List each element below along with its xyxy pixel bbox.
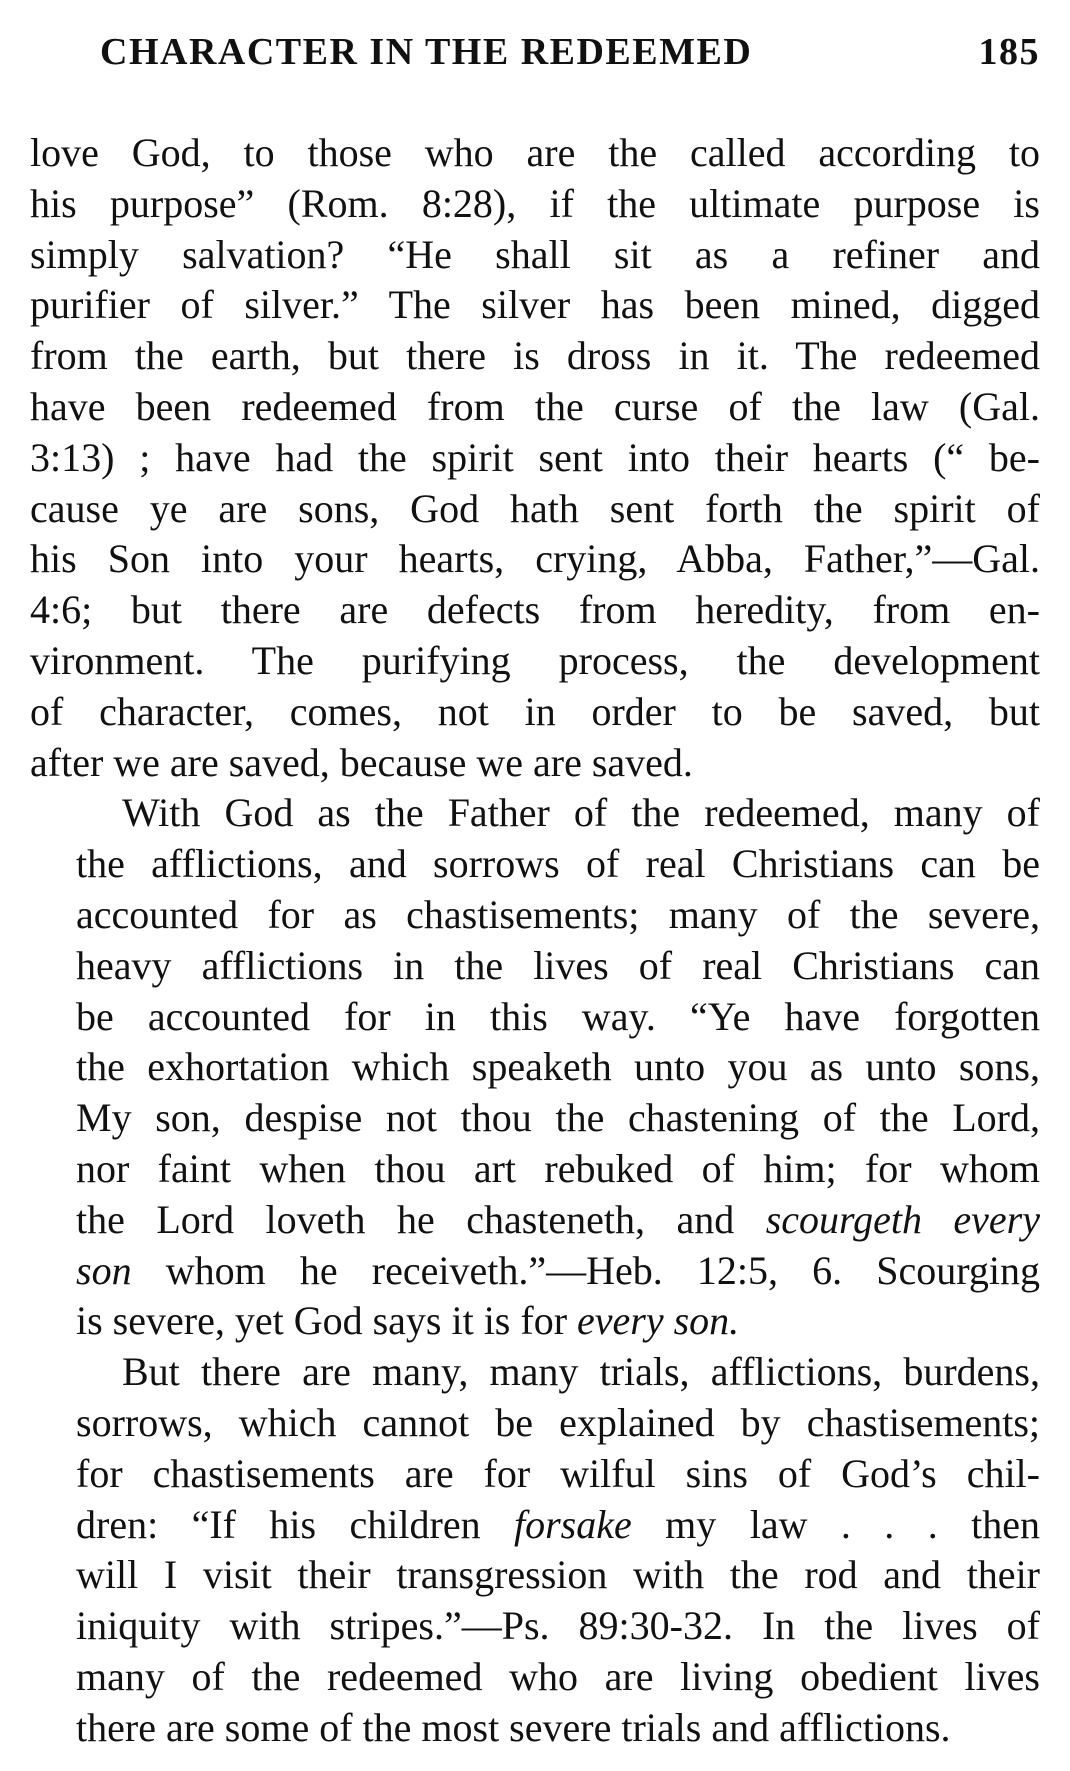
text-run: the Lord loveth he chasteneth, and bbox=[76, 1196, 766, 1242]
text-line bbox=[30, 1601, 1040, 1652]
text-line bbox=[30, 280, 1040, 331]
text-run: the afflictions, and sorrows of real Christians can be bbox=[76, 841, 1040, 887]
body-text bbox=[30, 128, 1040, 1754]
text-line bbox=[30, 1195, 1040, 1246]
paragraph bbox=[30, 1347, 1040, 1753]
running-head bbox=[30, 22, 1040, 80]
text-run: But there are many, many trials, afflictions, burdens, bbox=[122, 1349, 1040, 1395]
text-line bbox=[30, 1144, 1040, 1195]
running-head-title: CHARACTER IN THE REDEEMED bbox=[100, 31, 753, 73]
text-line bbox=[30, 1703, 1040, 1754]
text-line bbox=[30, 484, 1040, 535]
text-run: sorrows, which cannot be explained by chastisements; bbox=[76, 1399, 1040, 1445]
text-line bbox=[30, 534, 1040, 585]
text-line bbox=[30, 839, 1040, 890]
page-number: 185 bbox=[978, 31, 1040, 73]
text-run: vironment. The purifying process, the development bbox=[30, 637, 1040, 683]
italic-text: son bbox=[76, 1247, 132, 1293]
text-line bbox=[30, 992, 1040, 1043]
italic-text: scourgeth every bbox=[765, 1196, 1040, 1242]
text-run: dren: “If his children bbox=[76, 1501, 514, 1547]
text-line bbox=[30, 788, 1040, 839]
text-line bbox=[30, 1296, 1040, 1347]
text-run: With God as the Father of the redeemed, many of bbox=[122, 790, 1040, 836]
text-line bbox=[30, 1550, 1040, 1601]
text-line bbox=[30, 1042, 1040, 1093]
text-run: cause ye are sons, God hath sent forth the spirit of bbox=[30, 485, 1040, 531]
italic-text: every son. bbox=[577, 1298, 740, 1344]
text-run: 3:13) ; have had the spirit sent into their hearts (“ be- bbox=[30, 434, 1040, 480]
text-line bbox=[30, 1449, 1040, 1500]
text-run: many of the redeemed who are living obedient lives bbox=[76, 1653, 1040, 1699]
text-run: the exhortation which speaketh unto you as unto sons, bbox=[76, 1044, 1040, 1090]
text-run: nor faint when thou art rebuked of him; for whom bbox=[76, 1145, 1040, 1191]
text-line bbox=[30, 331, 1040, 382]
text-run: be accounted for in this way. “Ye have forgotten bbox=[76, 993, 1040, 1039]
text-run: love God, to those who are the called according to bbox=[30, 130, 1040, 175]
text-run: purifier of silver.” The silver has been mined, digged bbox=[30, 282, 1040, 328]
text-run: is severe, yet God says it is for bbox=[76, 1298, 578, 1344]
text-line bbox=[30, 1398, 1040, 1449]
text-line bbox=[30, 1246, 1040, 1297]
book-page bbox=[30, 22, 1040, 1754]
text-run: for chastisements are for wilful sins of God’s chil- bbox=[76, 1450, 1040, 1496]
text-run: of character, comes, not in order to be saved, but bbox=[30, 688, 1040, 734]
text-line bbox=[30, 687, 1040, 738]
text-line bbox=[30, 1652, 1040, 1703]
text-run: his Son into your hearts, crying, Abba, Father,”—Gal. bbox=[30, 536, 1040, 582]
text-line bbox=[30, 128, 1040, 179]
text-line bbox=[30, 941, 1040, 992]
text-line bbox=[30, 179, 1040, 230]
text-run: my law . . . then bbox=[631, 1501, 1041, 1547]
text-line bbox=[30, 433, 1040, 484]
paragraph bbox=[30, 128, 1040, 788]
italic-text: forsake bbox=[514, 1501, 632, 1547]
text-line bbox=[30, 1093, 1040, 1144]
text-run: 4:6; but there are defects from heredity, from en- bbox=[30, 587, 1040, 633]
text-line bbox=[30, 890, 1040, 941]
text-run: whom he receiveth.”—Heb. 12:5, 6. Scourging bbox=[131, 1247, 1040, 1293]
text-line bbox=[30, 738, 1040, 789]
paragraph bbox=[30, 788, 1040, 1347]
text-run: after we are saved, because we are saved. bbox=[30, 739, 693, 785]
text-run: My son, despise not thou the chastening of the Lord, bbox=[76, 1095, 1040, 1141]
text-line bbox=[30, 1500, 1040, 1551]
text-run: heavy afflictions in the lives of real Christians can bbox=[76, 942, 1040, 988]
text-run: accounted for as chastisements; many of the severe, bbox=[76, 891, 1040, 937]
text-run: from the earth, but there is dross in it. The redeemed bbox=[30, 333, 1040, 379]
text-line bbox=[30, 230, 1040, 281]
text-run: there are some of the most severe trials and afflictions. bbox=[76, 1704, 951, 1750]
text-line bbox=[30, 382, 1040, 433]
text-run: have been redeemed from the curse of the law (Gal. bbox=[30, 383, 1040, 429]
text-line bbox=[30, 636, 1040, 687]
text-line bbox=[30, 1347, 1040, 1398]
text-line bbox=[30, 585, 1040, 636]
text-run: simply salvation? “He shall sit as a refiner and bbox=[30, 231, 1040, 277]
text-run: his purpose” (Rom. 8:28), if the ultimate purpose is bbox=[30, 180, 1040, 226]
text-run: iniquity with stripes.”—Ps. 89:30-32. In the lives of bbox=[76, 1603, 1040, 1649]
text-run: will I visit their transgression with the rod and their bbox=[76, 1552, 1040, 1598]
